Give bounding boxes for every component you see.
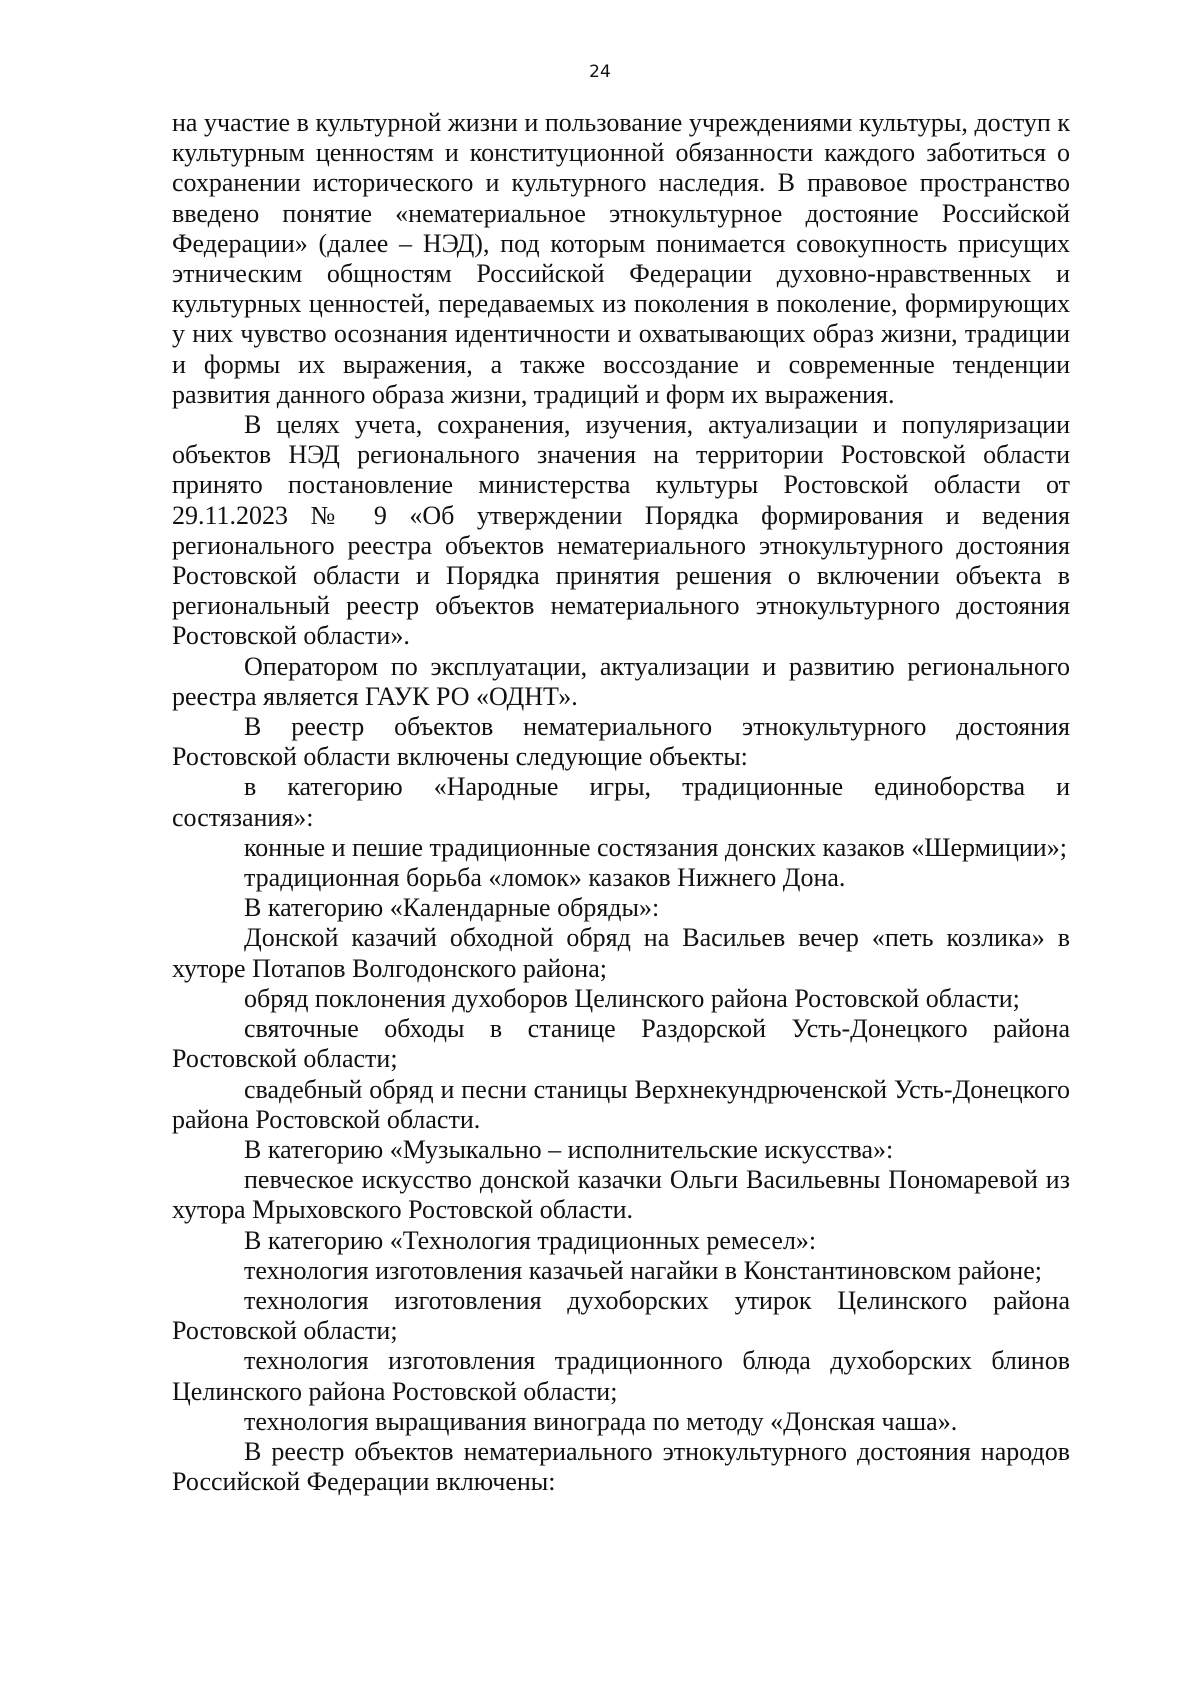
category-heading-games: в категорию «Народные игры, традиционные единоборства и состязания»: [172, 772, 1070, 832]
list-item: технология выращивания винограда по методу «Донская чаша». [244, 1406, 958, 1436]
category-heading-crafts: В категорию «Технология традиционных ремесел»: [244, 1225, 817, 1255]
page-number: 24 [589, 62, 611, 82]
document-body [172, 108, 1070, 1497]
category-heading-rites: В категорию «Календарные обряды»: [244, 893, 660, 923]
list-item: свадебный обряд и песни станицы Верхнекундрюченской Усть-Донецкого района Ростовской области. [172, 1074, 1070, 1134]
paragraph-registry-operator: Оператором по эксплуатации, актуализации и развитию регионального реестра является ГАУК РО «ОДНТ». [172, 651, 1070, 711]
paragraph-registry-intro: В реестр объектов нематериального этнокультурного достояния Ростовской области включены следующие объекты: [172, 712, 1070, 772]
list-item: певческое искусство донской казачки Ольги Васильевны Пономаревой из хутора Мрыховского Ростовской области. [172, 1165, 1070, 1225]
list-item: обряд поклонения духоборов Целинского района Ростовской области; [244, 983, 1020, 1013]
list-item: святочные обходы в станице Раздорской Усть-Донецкого района Ростовской области; [172, 1014, 1070, 1074]
list-item: Донской казачий обходной обряд на Васильев вечер «петь козлика» в хуторе Потапов Волгодонского района; [172, 923, 1070, 983]
list-item: технология изготовления казачьей нагайки в Константиновском районе; [244, 1255, 1042, 1285]
list-item: технология изготовления традиционного блюда духоборских блинов Целинского района Ростовской области; [172, 1346, 1070, 1406]
list-item: традиционная борьба «ломок» казаков Нижнего Дона. [244, 863, 846, 893]
list-item: технология изготовления духоборских утирок Целинского района Ростовской области; [172, 1285, 1070, 1346]
category-heading-music: В категорию «Музыкально – исполнительские искусства»: [244, 1134, 894, 1164]
paragraph-ned-regulation: В целях учета, сохранения, изучения, актуализации и популяризации объектов НЭД регионального значения на территории Ростовской области принято постановление министерства культуры Ростовской области от 29.11.2023 № 9 «Об утверждении Порядка формирования и ведения регионального реестра объектов нематериального этнокультурного достояния Ростовской области и Порядка принятия решения о включении объекта в региональный реестр объектов нематериального этнокультурного достояния Ростовской области». [172, 410, 1070, 651]
paragraph-continuation: на участие в культурной жизни и пользование учреждениями культуры, доступ к культурным ценностям и конституционной обязанности каждого заботиться о сохранении исторического и культурного наследия. В правовое пространство введено понятие «нематериальное этнокультурное достояние Российской Федерации» (далее – НЭД), под которым понимается совокупность присущих этническим общностям Российской Федерации духовно-нравственных и культурных ценностей, передаваемых из поколения в поколение, формирующих у них чувство осознания идентичности и охватывающих образ жизни, традиции и формы их выражения, а также воссоздание и современные тенденции развития данного образа жизни, традиций и форм их выражения. [172, 108, 1070, 409]
paragraph-federal-registry: В реестр объектов нематериального этнокультурного достояния народов Российской Федерации включены: [172, 1436, 1070, 1497]
list-item: конные и пешие традиционные состязания донских казаков «Шермиции»; [244, 832, 1067, 862]
